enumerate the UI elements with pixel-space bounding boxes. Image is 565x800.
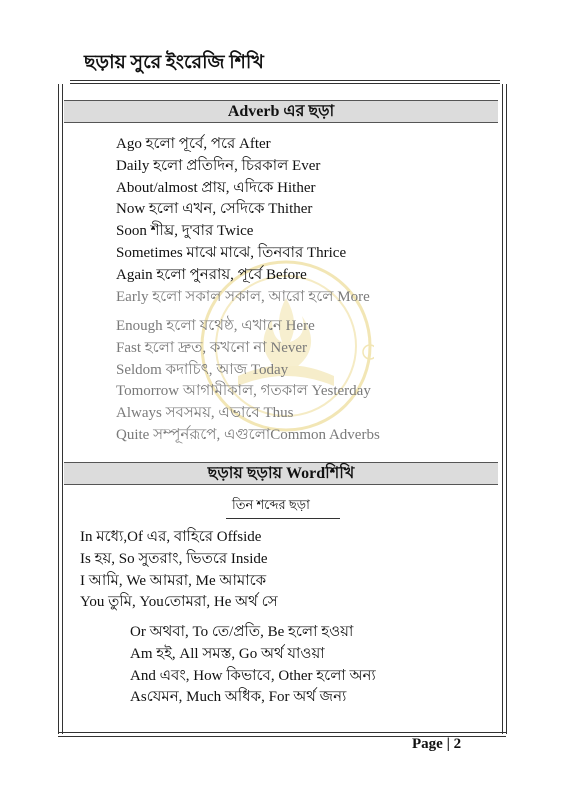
verse-line: Enough হলো যথেষ্ঠ, এখানে Here: [116, 318, 315, 334]
word-section-heading: [64, 462, 498, 485]
header-rule-2: [70, 83, 500, 84]
adverb-heading-bn: এর ছড়া: [279, 103, 335, 120]
adverb-heading-en: Adverb: [227, 103, 280, 120]
page-header-title: ছড়ায় সুরে ইংরেজি শিখি: [84, 52, 264, 73]
verse-line: You তুমি, Youতোমরা, He অর্থ সে: [80, 594, 278, 611]
word-heading-bn2: শিখি: [325, 465, 355, 482]
page-number: Page | 2: [412, 736, 462, 752]
frame-right-border: [502, 84, 507, 734]
verse-line: Tomorrow আগামীকাল, গতকাল Yesterday: [116, 383, 371, 400]
verse-line: Am হই, All সমস্ত, Go অর্থ যাওয়া: [130, 645, 325, 662]
frame-left-border: [58, 84, 63, 734]
adverb-section-heading: [64, 100, 498, 123]
word-heading-bn: ছড়ায় ছড়ায়: [207, 465, 287, 482]
subtitle-underline: [226, 518, 340, 519]
verse-line: Now হলো এখন, সেদিকে Thither: [116, 201, 313, 218]
verse-line: Asযেমন, Much অধিক, For অর্থ জন্য: [130, 689, 347, 706]
verse-line: Early হলো সকাল সকাল, আরো হলে More: [116, 288, 370, 305]
verse-line: Ago হলো পূর্বে, পরে After: [116, 136, 271, 152]
three-word-subtitle: তিন শব্দের ছড়া: [232, 497, 310, 512]
adverb-verse-2: [116, 316, 380, 447]
verse-line: Fast হলো দ্রুত, কখনো না Never: [116, 339, 308, 356]
verse-line: And এবং, How কিভাবে, Other হলো অন্য: [130, 667, 376, 684]
word-verse-2: [130, 622, 376, 709]
verse-line: About/almost প্রায়, এদিকে Hither: [116, 179, 316, 196]
verse-line: Again হলো পুনরায়, পূর্বে Before: [116, 266, 307, 283]
adverb-verse-1: [116, 134, 370, 308]
verse-line: Is হয়, So সুতরাং, ভিতরে Inside: [80, 550, 268, 567]
header-rule: [70, 80, 500, 81]
verse-line: Quite সম্পূর্নরূপে, এগুলোCommon Adverbs: [116, 426, 380, 443]
verse-line: In মধ্যে,Of এর, বাহিরে Offside: [80, 529, 262, 545]
word-verse-1: [80, 527, 278, 614]
verse-line: I আমি, We আমরা, Me আমাকে: [80, 572, 267, 589]
word-heading-en: Word: [286, 465, 326, 482]
verse-line: Seldom কদাচিৎ, আজ Today: [116, 361, 289, 378]
verse-line: Or অথবা, To তে/প্রতি, Be হলো হওয়া: [130, 624, 354, 640]
verse-line: Daily হলো প্রতিদিন, চিরকাল Ever: [116, 157, 321, 174]
verse-line: Always সবসময়, এভাবে Thus: [116, 405, 294, 422]
verse-line: Soon শীঘ্র, দু'বার Twice: [116, 223, 254, 240]
verse-line: Sometimes মাঝে মাঝে, তিনবার Thrice: [116, 244, 347, 261]
